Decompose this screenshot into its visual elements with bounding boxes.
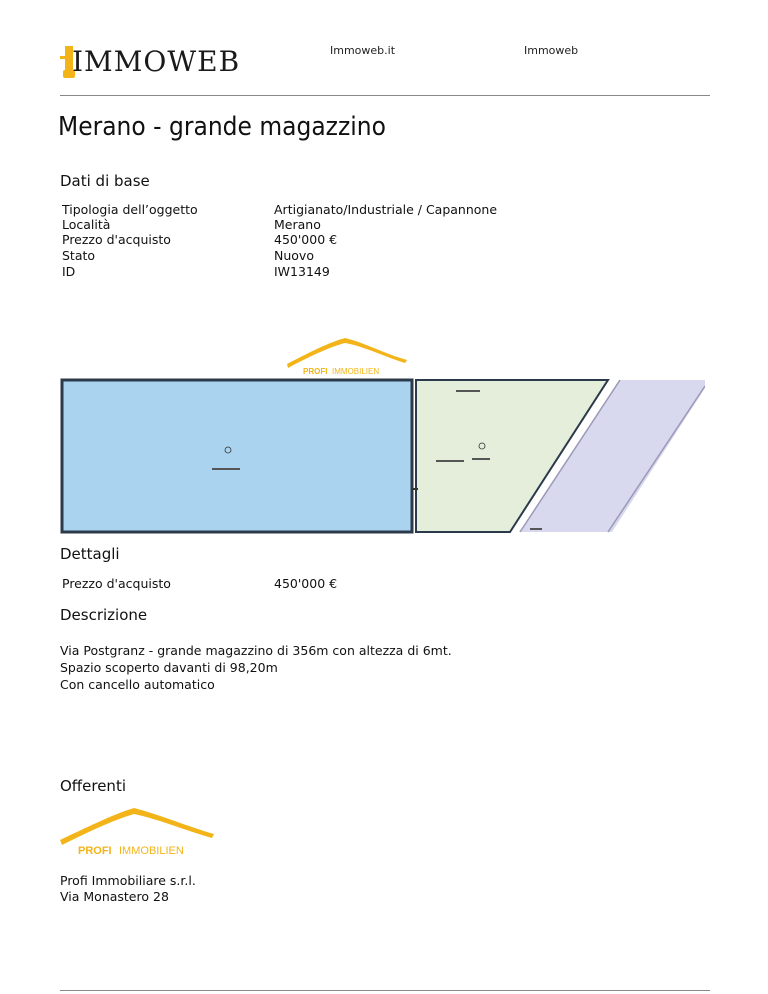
logo-text-light: IMMOBILIEN [332, 367, 380, 376]
offerer-logo-text-bold: PROFI [78, 845, 112, 857]
base-label: Tipologia dell’oggetto [62, 202, 198, 217]
section-heading-offerers: Offerenti [60, 777, 126, 795]
base-value: 450'000 € [274, 232, 338, 247]
base-label: Stato [62, 248, 96, 263]
base-value: Artigianato/Industriale / Capannone [274, 202, 498, 217]
logo-text-bold: PROFI [303, 367, 328, 376]
details-value: 450'000 € [274, 576, 338, 591]
link-immoweb-it[interactable]: Immoweb.it [330, 44, 396, 57]
base-label: ID [62, 264, 76, 279]
offerer-logo [58, 804, 218, 858]
header-divider [60, 95, 710, 96]
base-label: Località [62, 217, 111, 232]
footer-divider [60, 990, 710, 991]
base-label: Prezzo d'acquisto [62, 232, 171, 247]
immoweb-logo[interactable] [60, 42, 260, 82]
section-heading-description: Descrizione [60, 606, 148, 624]
logo-text: IMMOWEB [72, 45, 241, 78]
description-line: Con cancello automatico [60, 677, 215, 692]
base-value: Nuovo [274, 248, 314, 263]
link-immoweb[interactable]: Immoweb [524, 44, 579, 57]
offerer-name: Profi Immobiliare s.r.l. [60, 873, 196, 888]
description-line: Via Postgranz - grande magazzino di 356m con altezza di 6mt. [60, 643, 452, 658]
offerer-address: Via Monastero 28 [60, 889, 169, 904]
profi-immobilien-logo [285, 334, 410, 376]
details-label: Prezzo d'acquisto [62, 576, 171, 591]
section-heading-base: Dati di base [60, 172, 150, 190]
base-value: IW13149 [274, 264, 330, 279]
floor-plan-image [60, 378, 705, 534]
description-text [60, 642, 452, 693]
base-value: Merano [274, 217, 321, 232]
page-title: Merano - grande magazzino [58, 112, 386, 142]
section-heading-details: Dettagli [60, 545, 120, 563]
offerer-logo-text-light: IMMOBILIEN [119, 845, 184, 857]
description-line: Spazio scoperto davanti di 98,20m [60, 660, 278, 675]
